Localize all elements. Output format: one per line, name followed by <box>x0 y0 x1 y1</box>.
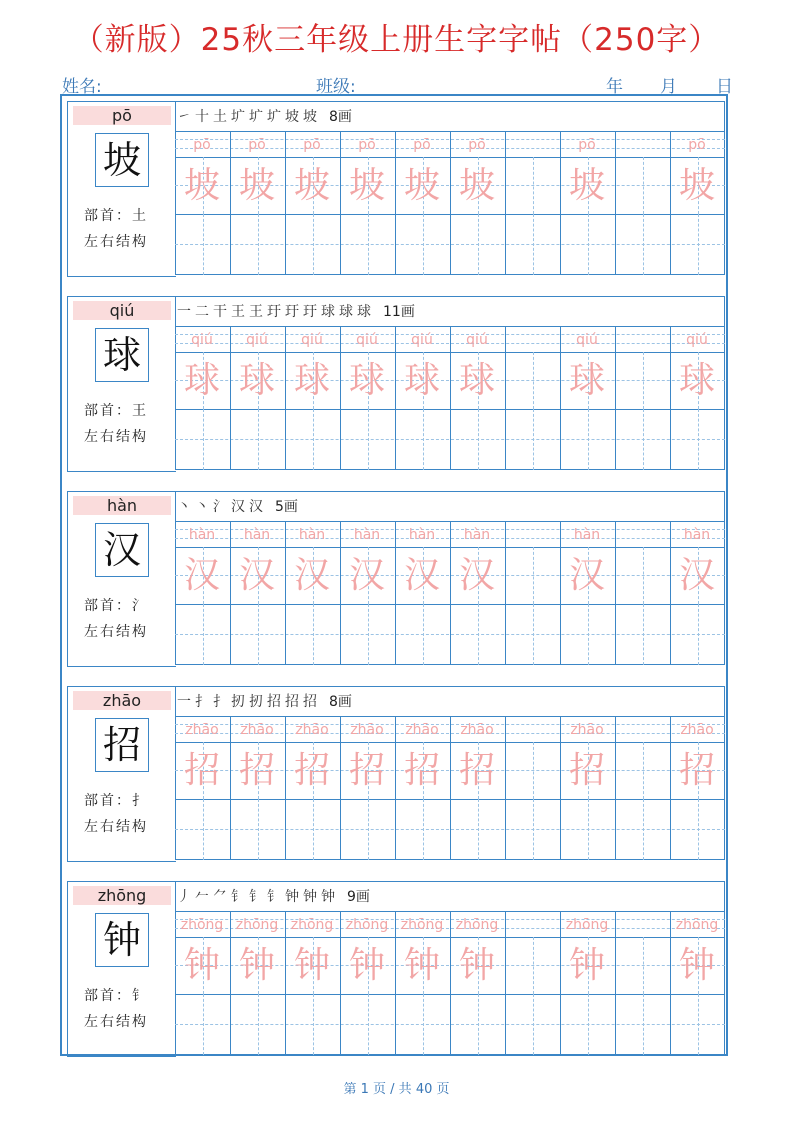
name-label: 姓名: <box>62 77 102 97</box>
stroke-step: 扌 <box>213 694 227 710</box>
tracing-pinyin: zhāo <box>240 722 274 738</box>
grid-line <box>423 604 424 665</box>
tracing-character: 钟 <box>568 945 605 986</box>
stroke-count: 5画 <box>275 499 298 515</box>
grid-line <box>478 604 479 665</box>
grid-line <box>588 214 589 275</box>
grid-line <box>203 214 204 275</box>
tracing-pinyin: zhōng <box>400 917 444 933</box>
stroke-step: 玗 <box>285 304 299 320</box>
grid-line <box>643 157 644 214</box>
tracing-pinyin: hàn <box>298 527 326 543</box>
stroke-count: 9画 <box>347 889 370 905</box>
page-footer: 第 1 页 / 共 40 页 <box>343 1082 450 1097</box>
stroke-order <box>177 298 415 326</box>
grid-line <box>643 994 644 1055</box>
model-character: 坡 <box>95 133 149 187</box>
stroke-step: 丿 <box>177 889 191 905</box>
radical-label: 部首：钅 <box>84 988 148 1004</box>
stroke-step: 氵 <box>213 499 227 515</box>
stroke-order <box>177 493 298 521</box>
tracing-character: 钟 <box>403 945 440 986</box>
grid-line <box>505 521 506 665</box>
tracing-pinyin: hàn <box>243 527 271 543</box>
tracing-character: 球 <box>568 360 605 401</box>
tracing-character: 坡 <box>348 165 385 206</box>
tracing-character: 球 <box>678 360 715 401</box>
grid-line <box>643 604 644 665</box>
grid-line <box>313 799 314 860</box>
stroke-step: 招 <box>303 694 317 710</box>
character-info-panel <box>67 296 176 472</box>
tracing-character: 坡 <box>183 165 220 206</box>
tracing-pinyin: qiú <box>466 332 488 348</box>
stroke-step: 圹 <box>267 109 281 125</box>
tracing-pinyin: zhōng <box>565 917 609 933</box>
stroke-step: 汉 <box>231 499 245 515</box>
stroke-count: 8画 <box>329 694 352 710</box>
tracing-pinyin: zhōng <box>235 917 279 933</box>
stroke-step: 钅 <box>267 889 281 905</box>
grid-line <box>615 911 616 1055</box>
character-info-panel <box>67 101 176 277</box>
stroke-step: 钟 <box>303 889 317 905</box>
grid-line <box>423 409 424 470</box>
tracing-character: 坡 <box>458 165 495 206</box>
tracing-pinyin: qiú <box>246 332 268 348</box>
stroke-step: 土 <box>213 109 227 125</box>
grid-line <box>203 409 204 470</box>
character-pinyin: zhōng <box>73 886 171 905</box>
grid-line <box>588 604 589 665</box>
grid-line <box>533 742 534 799</box>
tracing-pinyin: zhāo <box>185 722 219 738</box>
tracing-pinyin: zhōng <box>455 917 499 933</box>
stroke-order <box>177 688 352 716</box>
tracing-pinyin: zhāo <box>460 722 494 738</box>
stroke-step: 圹 <box>231 109 245 125</box>
stroke-step: 招 <box>267 694 281 710</box>
tracing-character: 汉 <box>678 555 715 596</box>
grid-line <box>533 604 534 665</box>
tracing-pinyin: zhāo <box>295 722 329 738</box>
structure-label: 左右结构 <box>84 1014 148 1030</box>
tracing-character: 汉 <box>348 555 385 596</box>
grid-line <box>258 604 259 665</box>
tracing-pinyin: pō <box>468 137 486 153</box>
grid-line <box>533 214 534 275</box>
stroke-step: 坡 <box>303 109 317 125</box>
stroke-step: 钟 <box>321 889 335 905</box>
tracing-character: 球 <box>293 360 330 401</box>
grid-line <box>313 994 314 1055</box>
character-block <box>67 686 727 862</box>
tracing-pinyin: pō <box>413 137 431 153</box>
stroke-step: 招 <box>285 694 299 710</box>
grid-line <box>505 716 506 860</box>
stroke-step: 球 <box>339 304 353 320</box>
tracing-character: 球 <box>458 360 495 401</box>
grid-line <box>643 409 644 470</box>
stroke-step: 一 <box>177 694 191 710</box>
stroke-step: 丶 <box>177 499 191 515</box>
class-label: 班级: <box>316 77 356 97</box>
model-character: 汉 <box>95 523 149 577</box>
grid-line <box>533 157 534 214</box>
tracing-pinyin: qiú <box>686 332 708 348</box>
stroke-step: 一 <box>177 304 191 320</box>
tracing-character: 钟 <box>458 945 495 986</box>
grid-line <box>258 994 259 1055</box>
character-pinyin: zhāo <box>73 691 171 710</box>
tracing-character: 汉 <box>238 555 275 596</box>
tracing-pinyin: hàn <box>573 527 601 543</box>
grid-line <box>643 214 644 275</box>
grid-line <box>533 994 534 1055</box>
grid-line <box>615 326 616 470</box>
character-block <box>67 881 727 1057</box>
grid-line <box>643 352 644 409</box>
character-block <box>67 491 727 667</box>
structure-label: 左右结构 <box>84 819 148 835</box>
grid-line <box>368 604 369 665</box>
grid-line <box>643 547 644 604</box>
tracing-pinyin: zhāo <box>680 722 714 738</box>
character-block <box>67 296 727 472</box>
stroke-step: 坡 <box>285 109 299 125</box>
grid-line <box>423 994 424 1055</box>
stroke-step: 球 <box>321 304 335 320</box>
grid-line <box>368 214 369 275</box>
tracing-character: 招 <box>293 750 330 791</box>
stroke-count: 8画 <box>329 109 352 125</box>
stroke-step: 钅 <box>231 889 245 905</box>
stroke-step: 二 <box>195 304 209 320</box>
stroke-step: 𠂉 <box>195 889 209 905</box>
tracing-pinyin: qiú <box>191 332 213 348</box>
model-character: 球 <box>95 328 149 382</box>
tracing-character: 钟 <box>238 945 275 986</box>
grid-line <box>588 409 589 470</box>
grid-line <box>203 994 204 1055</box>
stroke-order <box>177 103 352 131</box>
stroke-step: 王 <box>249 304 263 320</box>
grid-line <box>505 131 506 275</box>
tracing-pinyin: zhāo <box>405 722 439 738</box>
grid-line <box>368 799 369 860</box>
tracing-pinyin: qiú <box>301 332 323 348</box>
year-label: 年 <box>606 77 623 97</box>
tracing-pinyin: qiú <box>411 332 433 348</box>
grid-line <box>313 604 314 665</box>
tracing-character: 坡 <box>238 165 275 206</box>
grid-line <box>478 994 479 1055</box>
radical-label: 部首：土 <box>84 208 148 224</box>
grid-line <box>478 799 479 860</box>
day-label: 日 <box>716 77 733 97</box>
tracing-pinyin: pō <box>688 137 706 153</box>
tracing-pinyin: pō <box>193 137 211 153</box>
grid-line <box>533 937 534 994</box>
character-pinyin: pō <box>73 106 171 125</box>
grid-line <box>258 799 259 860</box>
stroke-step: ⺈ <box>213 889 227 905</box>
grid-line <box>615 716 616 860</box>
grid-line <box>258 214 259 275</box>
tracing-pinyin: pō <box>303 137 321 153</box>
tracing-character: 招 <box>238 750 275 791</box>
stroke-step: 钅 <box>249 889 263 905</box>
grid-line <box>533 547 534 604</box>
stroke-count: 11画 <box>383 304 415 320</box>
grid-line <box>643 799 644 860</box>
tracing-character: 招 <box>678 750 715 791</box>
grid-line <box>643 937 644 994</box>
stroke-step: 玗 <box>267 304 281 320</box>
tracing-pinyin: zhāo <box>350 722 384 738</box>
tracing-character: 球 <box>348 360 385 401</box>
tracing-pinyin: hàn <box>463 527 491 543</box>
grid-line <box>533 799 534 860</box>
tracing-character: 钟 <box>348 945 385 986</box>
stroke-step: 王 <box>231 304 245 320</box>
grid-line <box>533 352 534 409</box>
tracing-character: 钟 <box>678 945 715 986</box>
tracing-pinyin: pō <box>578 137 596 153</box>
character-pinyin: qiú <box>73 301 171 320</box>
stroke-step: 球 <box>357 304 371 320</box>
grid-line <box>478 214 479 275</box>
tracing-character: 汉 <box>183 555 220 596</box>
grid-line <box>698 409 699 470</box>
tracing-character: 汉 <box>458 555 495 596</box>
grid-line <box>368 409 369 470</box>
tracing-pinyin: zhōng <box>180 917 224 933</box>
radical-label: 部首：扌 <box>84 793 148 809</box>
tracing-character: 坡 <box>293 165 330 206</box>
tracing-character: 招 <box>458 750 495 791</box>
stroke-order <box>177 883 370 911</box>
month-label: 月 <box>660 77 677 97</box>
stroke-step: 十 <box>195 109 209 125</box>
tracing-character: 招 <box>403 750 440 791</box>
tracing-pinyin: zhōng <box>290 917 334 933</box>
grid-line <box>533 409 534 470</box>
tracing-pinyin: zhōng <box>675 917 719 933</box>
tracing-pinyin: pō <box>358 137 376 153</box>
stroke-step: 丶 <box>195 499 209 515</box>
grid-line <box>615 521 616 665</box>
radical-label: 部首：王 <box>84 403 148 419</box>
tracing-character: 汉 <box>568 555 605 596</box>
tracing-character: 招 <box>348 750 385 791</box>
character-info-panel <box>67 686 176 862</box>
grid-line <box>698 214 699 275</box>
grid-line <box>505 326 506 470</box>
stroke-step: 扌 <box>195 694 209 710</box>
grid-line <box>423 214 424 275</box>
character-info-panel <box>67 881 176 1057</box>
grid-line <box>258 409 259 470</box>
stroke-step: 圹 <box>249 109 263 125</box>
tracing-pinyin: zhōng <box>345 917 389 933</box>
tracing-pinyin: hàn <box>353 527 381 543</box>
tracing-character: 坡 <box>678 165 715 206</box>
stroke-step: 扨 <box>249 694 263 710</box>
tracing-character: 汉 <box>403 555 440 596</box>
tracing-character: 汉 <box>293 555 330 596</box>
page-title: （新版）25秋三年级上册生字字帖（250字） <box>72 22 721 58</box>
tracing-character: 球 <box>403 360 440 401</box>
tracing-character: 坡 <box>568 165 605 206</box>
stroke-step: 汉 <box>249 499 263 515</box>
grid-line <box>615 131 616 275</box>
tracing-pinyin: hàn <box>188 527 216 543</box>
tracing-character: 坡 <box>403 165 440 206</box>
tracing-character: 招 <box>183 750 220 791</box>
grid-line <box>505 911 506 1055</box>
grid-line <box>313 409 314 470</box>
grid-line <box>588 799 589 860</box>
tracing-pinyin: pō <box>248 137 266 153</box>
structure-label: 左右结构 <box>84 624 148 640</box>
tracing-character: 球 <box>183 360 220 401</box>
grid-line <box>698 799 699 860</box>
character-info-panel <box>67 491 176 667</box>
stroke-step: 干 <box>213 304 227 320</box>
grid-line <box>698 994 699 1055</box>
character-block <box>67 101 727 277</box>
character-pinyin: hàn <box>73 496 171 515</box>
model-character: 钟 <box>95 913 149 967</box>
stroke-step: 玗 <box>303 304 317 320</box>
grid-line <box>478 409 479 470</box>
stroke-step: 扨 <box>231 694 245 710</box>
grid-line <box>643 742 644 799</box>
tracing-character: 钟 <box>183 945 220 986</box>
tracing-pinyin: qiú <box>356 332 378 348</box>
grid-line <box>698 604 699 665</box>
tracing-pinyin: qiú <box>576 332 598 348</box>
grid-line <box>203 799 204 860</box>
model-character: 招 <box>95 718 149 772</box>
grid-line <box>588 994 589 1055</box>
tracing-character: 钟 <box>293 945 330 986</box>
grid-line <box>368 994 369 1055</box>
tracing-pinyin: hàn <box>408 527 436 543</box>
grid-line <box>313 214 314 275</box>
stroke-step: ㇀ <box>177 109 191 125</box>
structure-label: 左右结构 <box>84 234 148 250</box>
tracing-pinyin: zhāo <box>570 722 604 738</box>
tracing-character: 球 <box>238 360 275 401</box>
radical-label: 部首：氵 <box>84 598 148 614</box>
tracing-character: 招 <box>568 750 605 791</box>
tracing-pinyin: hàn <box>683 527 711 543</box>
stroke-step: 钟 <box>285 889 299 905</box>
grid-line <box>203 604 204 665</box>
structure-label: 左右结构 <box>84 429 148 445</box>
grid-line <box>423 799 424 860</box>
